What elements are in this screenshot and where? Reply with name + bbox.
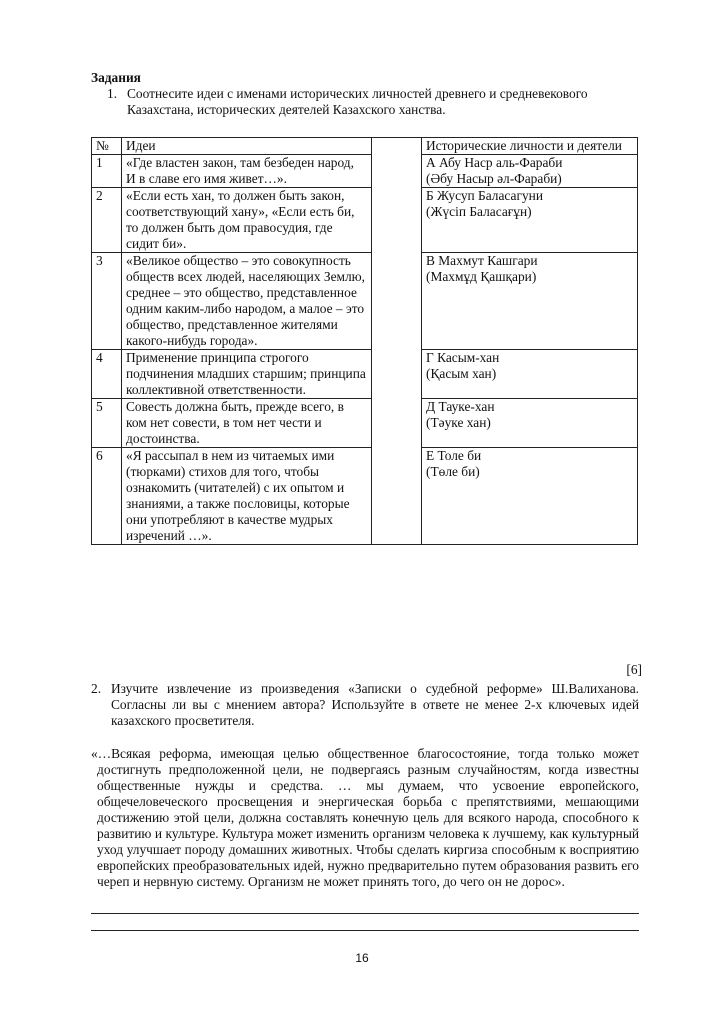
task-2-number: 2. xyxy=(91,681,102,696)
person-name-kazakh: (Жүсіп Баласағұн) xyxy=(426,204,532,219)
person-name: А Абу Наср аль-Фараби xyxy=(426,155,563,170)
table-gap xyxy=(372,253,422,350)
person-name: Е Толе би xyxy=(426,448,482,463)
row-person xyxy=(422,448,638,545)
person-name-kazakh: (Қасым хан) xyxy=(426,366,497,381)
task-1-text: Соотнесите идеи с именами исторических личностей древнего и средневекового Казахстана, исторических деятелей Казахского ханства. xyxy=(127,86,588,117)
table-gap xyxy=(372,399,422,448)
row-idea: Совесть должна быть, прежде всего, в ком нет совести, в том нет чести и достоинства. xyxy=(122,399,372,448)
tasks-heading: Задания xyxy=(91,70,141,85)
task-2 xyxy=(91,681,639,729)
person-name: Г Касым-хан xyxy=(426,350,500,365)
page-number: 16 xyxy=(355,951,369,965)
row-person xyxy=(422,399,638,448)
header-ideas: Идеи xyxy=(122,138,372,155)
table-row xyxy=(92,399,638,448)
valikhanov-quote xyxy=(91,746,639,890)
row-person xyxy=(422,188,638,253)
table-gap xyxy=(372,155,422,188)
table-gap xyxy=(372,138,422,155)
row-number: 4 xyxy=(92,350,122,399)
row-idea: Применение принципа строгого подчинения младших старшим; принципа коллективной ответственности. xyxy=(122,350,372,399)
table-gap xyxy=(372,448,422,545)
answer-line-2 xyxy=(91,930,639,931)
person-name: В Махмут Кашгари xyxy=(426,253,538,268)
table-row xyxy=(92,155,638,188)
header-number: № xyxy=(92,138,122,155)
answer-line-1 xyxy=(91,913,639,914)
table-gap xyxy=(372,350,422,399)
row-person xyxy=(422,350,638,399)
table-row xyxy=(92,350,638,399)
person-name-kazakh: (Әбу Насыр әл-Фараби) xyxy=(426,171,562,186)
row-number: 2 xyxy=(92,188,122,253)
row-number: 6 xyxy=(92,448,122,545)
person-name-kazakh: (Махмұд Қашқари) xyxy=(426,269,537,284)
row-person xyxy=(422,155,638,188)
table-row xyxy=(92,253,638,350)
table-gap xyxy=(372,188,422,253)
row-idea: «Великое общество – это совокупность обществ всех людей, населяющих Землю, среднее – это общество, представленное одним каким-либо народом, а малое – это общество, представленное жителями какого-нибудь города». xyxy=(122,253,372,350)
score-label: [6] xyxy=(626,662,642,677)
row-person xyxy=(422,253,638,350)
matching-table xyxy=(91,137,638,545)
quote-text: «…Всякая реформа, имеющая целью общественное благосостояние, тогда только может достигнуть предположенной цели, не подвергаясь разным случайностям, когда известны общественные нужды и средства. … мы думаем, что усвоение европейского, общечеловеческого просвещения и энергическая борьба с препятствиями, мешающими достижению этой цели, должна составлять конечную цель для всякого народа, способного к развитию и культуре. Культура может изменить организм человека к лучшему, как культурный уход улучшает породу домашних животных. Чтобы сделать киргиза способным к восприятию европейских преобразовательных идей, нужно предварительно путем образования развить его череп и нервную систему. Организм не может принять того, до чего он не дорос». xyxy=(91,746,639,889)
table-row xyxy=(92,188,638,253)
row-idea: «Если есть хан, то должен быть закон, соответствующий хану», «Если есть би, то должен быть дом правосудия, где сидит би». xyxy=(122,188,372,253)
header-persons: Исторические личности и деятели xyxy=(422,138,638,155)
person-name: Д Тауке-хан xyxy=(426,399,495,414)
task-2-text: Изучите извлечение из произведения «Записки о судебной реформе» Ш.Валиханова. Согласны ли вы с мнением автора? Используйте в ответе не менее 2-х ключевых идей казахского просветителя. xyxy=(111,681,639,728)
person-name: Б Жусуп Баласагуни xyxy=(426,188,543,203)
table-row xyxy=(92,448,638,545)
person-name-kazakh: (Тәуке хан) xyxy=(426,415,491,430)
row-idea: «Я рассыпал в нем из читаемых ими (тюрками) стихов для того, чтобы ознакомить (читателей) с их опытом и знаниями, а также пословицы, которые они употребляют в качестве мудрых изречений …». xyxy=(122,448,372,545)
row-number: 5 xyxy=(92,399,122,448)
row-idea: «Где властен закон, там безбеден народ, И в славе его имя живет…». xyxy=(122,155,372,188)
task-1-number: 1. xyxy=(107,86,118,101)
task-1 xyxy=(107,86,642,118)
person-name-kazakh: (Төле би) xyxy=(426,464,480,479)
row-number: 1 xyxy=(92,155,122,188)
row-number: 3 xyxy=(92,253,122,350)
table-header-row xyxy=(92,138,638,155)
